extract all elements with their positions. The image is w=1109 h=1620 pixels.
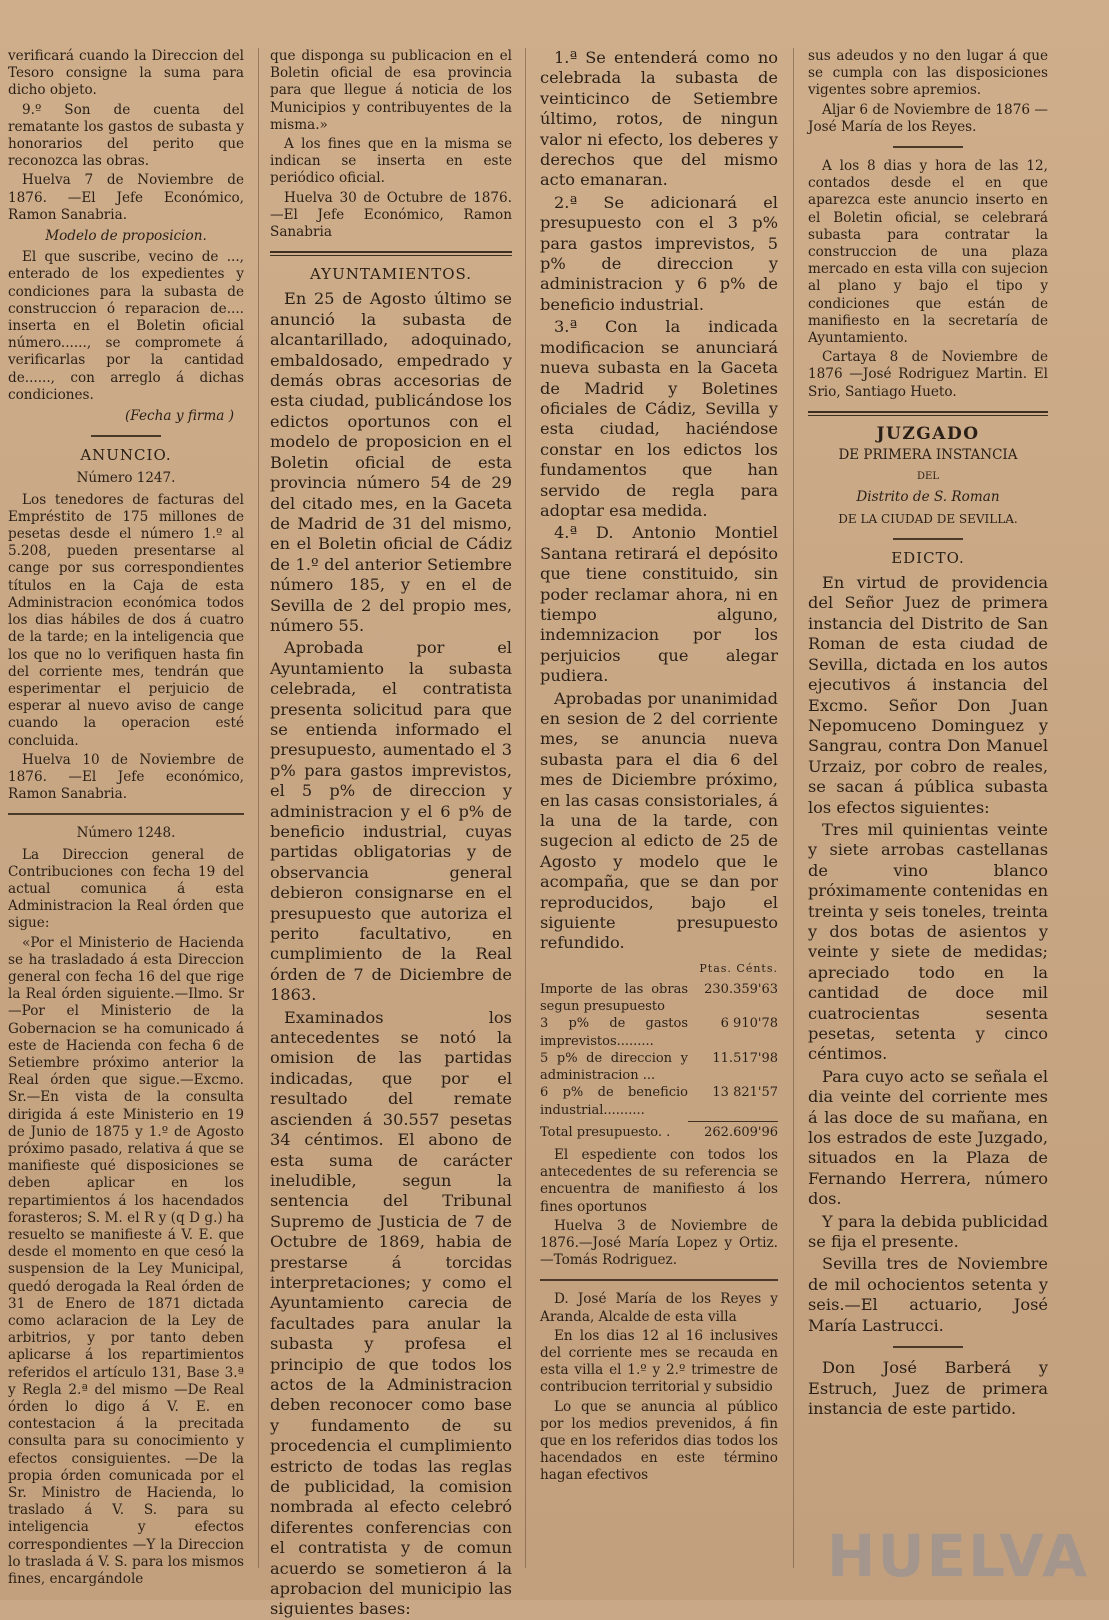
signature: Huelva 10 de Noviembre de 1876. —El Jefe económico, Ramon Sanabria. — [8, 751, 244, 803]
separator — [540, 1279, 778, 1281]
separator — [91, 435, 161, 437]
city-name: DE LA CIUDAD DE SEVILLA. — [838, 511, 1018, 526]
article-1248-end — [270, 48, 512, 241]
budget-value: 6 910'78 — [720, 1016, 778, 1032]
column-3 — [540, 48, 778, 1578]
paragraph: Tres mil quinientas veinte y siete arrobas castellanas de vino blanco próximamente contenidas en treinta y seis toneles, treinta y dos botas de asientos y veinte y siete de medidas; apreciado todo en la cantidad de doce mil cuatrocientas sesenta pesetas, setenta y cinco céntimos. — [808, 819, 1048, 1064]
article-subasta-end — [540, 1147, 778, 1269]
article-barbera — [808, 1358, 1048, 1419]
paragraph: Aprobada por el Ayuntamiento la subasta celebrada, el contratista presenta solicitud para que se entienda informado el presupuesto, aumentado el 3 p% para gastos imprevistos, el 5 p% de direccion y administracion y el 6 p% de beneficio industrial, cuyas partidas obligatorias y de observancia general debieron consignarse en el presupuesto que autoriza el perito facultativo, en cumplimiento de la Real órden de 7 de Diciembre de 1863. — [270, 638, 512, 1005]
paragraph: Para cuyo acto se señala el dia veinte del corriente mes á las doce de su mañana, en los estrados de este Juzgado, situados en la Plaza de Fernando Herrera, número dos. — [808, 1066, 1048, 1209]
budget-total-label: Total presupuesto. . — [540, 1124, 671, 1140]
paragraph: La Direccion general de Contribuciones con fecha 19 del actual comunica á esta Administracion la Real órden que sigue: — [8, 846, 244, 932]
section-title-ayuntamientos: AYUNTAMIENTOS. — [309, 265, 473, 284]
article-bases — [540, 48, 778, 954]
column-4 — [808, 48, 1048, 1578]
separator — [8, 813, 244, 815]
section-subtitle: DE PRIMERA INSTANCIA — [838, 447, 1018, 464]
section-subtitle-small: DEL — [917, 471, 939, 483]
paragraph: 3.ª Con la indicada modificacion se anunciará nueva subasta en la Gaceta de Madrid y Boletines oficiales de Cádiz, Sevilla y esta ciudad, haciéndose constar en los edictos los fundamentos que han servido de regla para adoptar esa medida. — [540, 317, 778, 520]
paragraph: que disponga su publicacion en el Boletin oficial de esa provincia para que llegue á noticia de los Municipios y contribuyentes de la misma.» — [270, 48, 512, 133]
paragraph: En 25 de Agosto último se anunció la subasta de alcantarillado, adoquinado, embaldosado, empedrado y demás obras accesorias de esta ciudad, publicándose los edictos oportunos con el modelo de proposicion en el Boletin oficial de esta provincia número 54 de 29 del citado mes, en la Gaceta de Madrid de 31 del mismo, en el Boletin oficial de Cádiz de 1.º del anterior Setiembre número 185, y en el de Sevilla de 2 del propio mes, número 55. — [270, 289, 512, 635]
notice-number: Número 1247. — [76, 470, 176, 487]
signature: Cartaya 8 de Noviembre de 1876 —José Rodriguez Martin. El Srio, Santiago Hueto. — [808, 349, 1048, 400]
paragraph: 2.ª Se adicionará el presupuesto con el 3 p% para gastos imprevistos, 5 p% de direccion y administracion y 6 p% de beneficio industrial. — [540, 192, 778, 314]
separator — [270, 251, 512, 256]
separator — [893, 146, 963, 148]
paragraph: A los 8 dias y hora de las 12, contados desde el en que aparezca este anuncio inserto en el Boletin oficial, se celebrará subasta para contratar la construccion de una plaza mercado en esta villa con sujecion al plano y bajo el tipo y condiciones que están de manifiesto en la secretaría de Ayuntamiento. — [808, 158, 1048, 347]
separator — [893, 538, 963, 540]
budget-row — [540, 1015, 778, 1049]
budget-rule — [688, 1121, 778, 1122]
paragraph: Aprobadas por unanimidad en sesion de 2 del corriente mes, se anuncia nueva subasta para el dia 6 del mes de Diciembre próximo, en las casas consistoriales, á la una de la tarde, con sugecion al edicto de 25 de Agosto y modelo que le acompaña, que se dan por reproducidos, bajo el siguiente presupuesto refundido. — [540, 688, 778, 953]
budget-row — [540, 981, 778, 1015]
budget-row — [540, 1050, 778, 1084]
paragraph: Examinados los antecedentes se notó la omision de las partidas indicadas, que por el resultado del remate ascienden á 30.557 pesetas 34 céntimos. El abono de esta suma de carácter ineludible, segun la sentencia del Tribunal Supremo de Justicia de 7 de Octubre de 1869, habia de prestarse á torcidas interpretaciones; y como el Ayuntamiento carecia de facultades para anular la subasta y profesa el principio de que todos los actos de la Administracion deben reconocer como base y fundamento de su procedencia el cumplimiento estricto de todas las reglas de publicidad, la comision nombrada al efecto celebró diferentes conferencias con el contratista y de comun acuerdo se sometieron á la aprobacion del municipio las siguientes bases: — [270, 1007, 512, 1619]
article-1248 — [8, 847, 244, 1589]
paragraph: 9.º Son de cuenta del rematante los gastos de subasta y honorarios del perito que reconozca las obras. — [8, 101, 244, 170]
paragraph: 4.ª D. Antonio Montiel Santana retirará el depósito que tiene constituido, sin poder reclamar ahora, ni en tiempo alguno, indemnizacion por los perjuicios que alegar pudiera. — [540, 523, 778, 686]
article-alcalde-reyes — [540, 1291, 778, 1484]
budget-value: 11.517'98 — [712, 1050, 778, 1066]
separator — [893, 1346, 963, 1348]
model-signature: (Fecha y firma ) — [124, 408, 234, 425]
section-title-anuncio: ANUNCIO. — [80, 446, 172, 465]
signature: Aljar 6 de Noviembre de 1876 —José María de los Reyes. — [808, 101, 1048, 135]
paragraph: En los dias 12 al 16 inclusives del corriente mes se recauda en esta villa el 1.º y 2.º trimestre de contribucion territorial y subsidio — [540, 1327, 778, 1396]
budget-label: 6 p% de beneficio industrial.......... — [540, 1085, 688, 1118]
article-1247 — [8, 492, 244, 804]
paragraph: 1.ª Se entenderá como no celebrada la subasta de veinticinco de Setiembre último, rotos, de ningun valor ni efecto, los deberes y derechos que del mismo acto emanaran. — [540, 48, 778, 190]
signature: Huelva 30 de Octubre de 1876. —El Jefe Económico, Ramon Sanabria — [270, 189, 512, 241]
article-condiciones-end — [8, 48, 244, 425]
article-cartaya — [808, 158, 1048, 401]
column-divider — [525, 48, 526, 1568]
paragraph: En virtud de providencia del Señor Juez de primera instancia del Distrito de San Roman de esta ciudad de Sevilla, dictada en los autos ejecutivos á instancia del Excmo. Señor Don Juan Nepomuceno Dominguez y Sangrau, contra Don Manuel Urzaiz, por cobro de reales, se sacan á pública subasta los efectos siguientes: — [808, 573, 1048, 817]
column-divider — [258, 48, 259, 1568]
paragraph: El espediente con todos los antecedentes de su referencia se encuentra de manifiesto á los fines oportunos — [540, 1146, 778, 1215]
watermark-logo: HUELVA — [826, 1522, 1089, 1590]
budget-label: 3 p% de gastos imprevistos......... — [540, 1016, 688, 1049]
signature: Huelva 3 de Noviembre de 1876.—José María Lopez y Ortiz.—Tomás Rodriguez. — [540, 1217, 778, 1269]
budget-value: 230.359'63 — [704, 982, 778, 998]
district-name: Distrito de S. Roman — [856, 489, 1000, 506]
column-divider — [793, 48, 794, 1568]
section-title-juzgado: JUZGADO — [876, 423, 980, 444]
article-alcalde-reyes-end — [808, 48, 1048, 136]
paragraph: D. José María de los Reyes y Aranda, Alcalde de esta villa — [540, 1291, 778, 1325]
article-subasta-huelva — [270, 289, 512, 1619]
budget-total-row — [540, 1124, 778, 1141]
paragraph: sus adeudos y no den lugar á que se cumpla con las disposiciones vigentes sobre apremios. — [808, 48, 1048, 99]
budget-row — [540, 1084, 778, 1118]
budget-value: 13 821'57 — [712, 1085, 778, 1101]
paragraph: Los tenedores de facturas del Empréstito de 175 millones de pesetas desde el número 1.º al 5.208, pueden presentarse al cange por sus correspondientes títulos en la Caja de esta Administracion económica todos los dias hábiles de dos á cuatro de la tarde; en la inteligencia que los que no lo verifiquen hasta fin del corriente mes, tendrán que esperimentar el perjuicio de esperar al nuevo aviso de cange cuando la operacion esté concluida. — [8, 491, 244, 749]
notice-number: Número 1248. — [76, 825, 176, 842]
paragraph: Y para la debida publicidad se fija el presente. — [808, 1211, 1048, 1252]
budget-table — [540, 960, 778, 1141]
signature: Sevilla tres de Noviembre de mil ochocientos setenta y seis.—El actuario, José María Lastrucci. — [808, 1254, 1048, 1335]
signature: Huelva 7 de Noviembre de 1876. —El Jefe Económico, Ramon Sanabria. — [8, 172, 244, 223]
column-2 — [270, 48, 512, 1619]
paragraph: A los fines que en la misma se indican se inserta en este periódico oficial. — [270, 136, 512, 187]
edicto-title: EDICTO. — [891, 548, 965, 567]
paragraph: Lo que se anuncia al público por los medios prevenidos, á fin que en los referidos dias todos los hacendados en este término hagan efectivos — [540, 1398, 778, 1484]
column-1 — [8, 48, 244, 1588]
budget-label: 5 p% de direccion y administracion ... — [540, 1050, 688, 1084]
paragraph: verificará cuando la Direccion del Tesoro consigne la suma para dicho objeto. — [8, 48, 244, 99]
separator — [808, 411, 1048, 416]
budget-header: Ptas. Cénts. — [699, 961, 778, 975]
model-title: Modelo de proposicion. — [45, 228, 207, 245]
paragraph: El que suscribe, vecino de ..., enterado de los expedientes y condiciones para la subasta de construccion ó reparacion de.... inserta en el Boletin oficial número......, se compromete á verificarlas por la cantidad de......, con arreglo á dichas condiciones. — [8, 249, 244, 403]
paragraph: Don José Barberá y Estruch, Juez de primera instancia de este partido. — [808, 1358, 1048, 1418]
budget-total-value: 262.609'96 — [704, 1124, 778, 1140]
article-edicto — [808, 573, 1048, 1336]
paragraph: «Por el Ministerio de Hacienda se ha trasladado á esta Direccion general con fecha 16 del que rige la Real órden siguiente.—Ilmo. Sr —Por el Ministerio de la Gobernacion se ha comunicado á este de Hacienda con fecha 6 de Setiembre próximo anterior la Real órden que sigue.—Excmo. Sr.—En vista de la consulta dirigida á este Ministerio en 19 de Junio de 1875 y 1.º de Agosto próximo pasado, relativa á que se manifieste qué disposiciones se deben aplicar en los repartimientos á los hacendados forasteros; S. M. el R y (q D g.) ha resuelto se manifieste á V. E. que desde el momento en que cesó la suspension de la Ley Municipal, quedó derogada la Real órden de 31 de Enero de 1871 dictada como aclaracion de la Ley de arbitrios, y por tanto deben aplicarse á los repartimientos referidos el artículo 131, Base 3.ª y Regla 2.ª del mismo —De Real órden lo digo á V. E. en contestacion á la precitada consulta para su conocimiento y efectos consiguientes. —De la propia órden comunicada por el Sr. Ministro de Hacienda, lo traslado á V. S. para su inteligencia y efectos correspondientes —Y la Direccion lo traslada á V. S. para los mismos fines, encargándole — [8, 934, 244, 1588]
budget-label: Importe de las obras segun presupuesto — [540, 982, 688, 1015]
